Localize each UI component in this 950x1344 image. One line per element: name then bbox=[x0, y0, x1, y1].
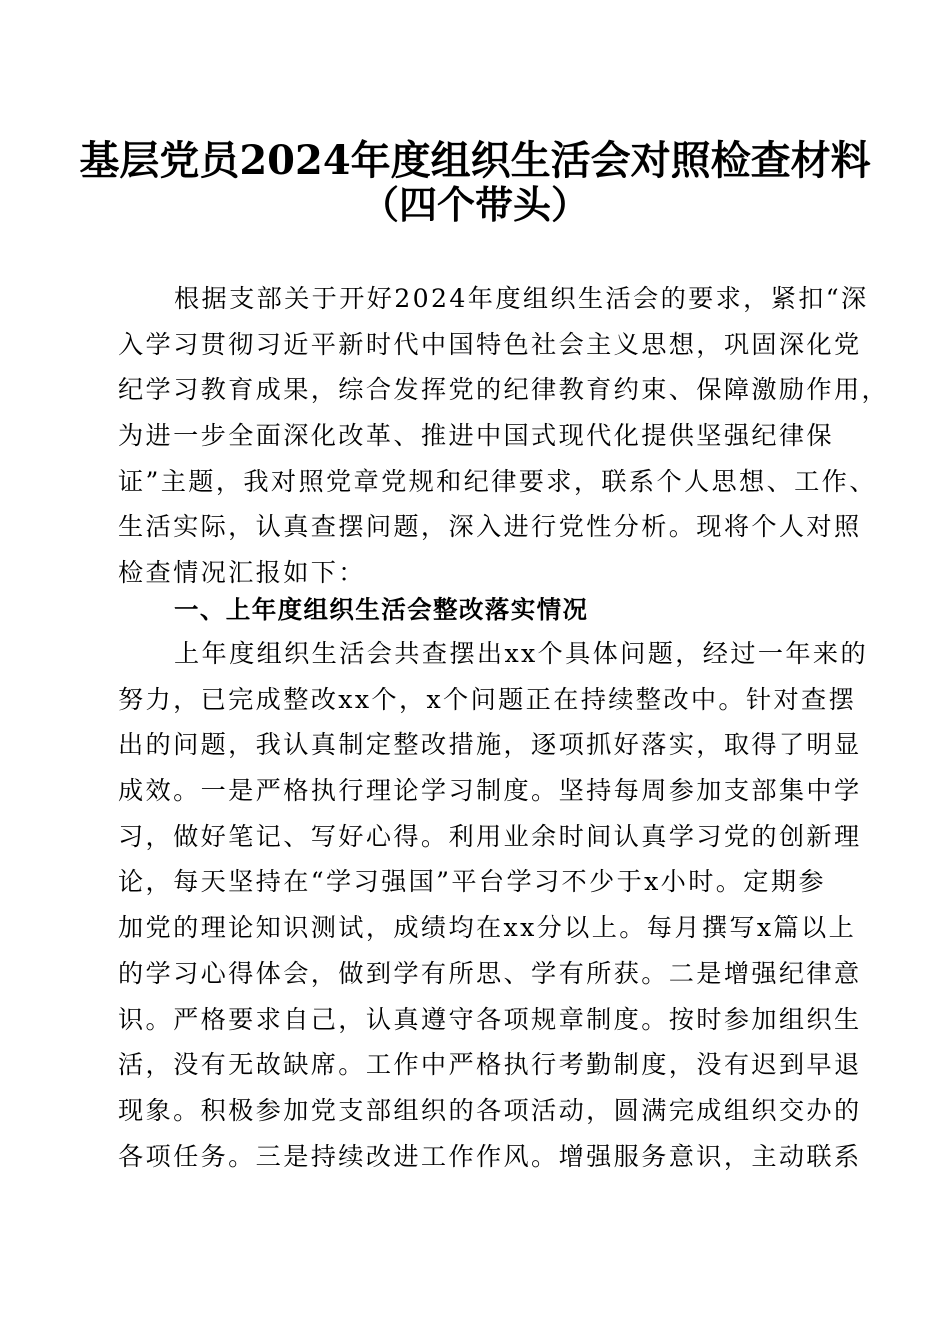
section-line: 各项任务。三是持续改进工作作风。增强服务意识，主动联系 bbox=[118, 1141, 862, 1171]
intro-line: 根据支部关于开好2024年度组织生活会的要求，紧扣“深 bbox=[174, 284, 869, 313]
intro-line: 入学习贯彻习近平新时代中国特色社会主义思想，巩固深化党 bbox=[118, 329, 862, 359]
intro-line: 为进一步全面深化改革、推进中国式现代化提供坚强纪律保 bbox=[118, 421, 834, 451]
intro-line: 生活实际，认真查摆问题，深入进行党性分析。现将个人对照 bbox=[118, 512, 862, 542]
section-line: 加党的理论知识测试，成绩均在xx分以上。每月撰写x篇以上 bbox=[118, 913, 857, 943]
document-title: 基层党员2024年度组织生活会对照检查材料 bbox=[79, 137, 871, 184]
intro-line: 检查情况汇报如下： bbox=[118, 558, 366, 588]
intro-line: 纪学习教育成果，综合发挥党的纪律教育约束、保障激励作用， bbox=[118, 375, 890, 405]
section-line: 论，每天坚持在“学习强国”平台学习不少于x小时。定期参 bbox=[118, 867, 826, 897]
section-line: 的学习心得体会，做到学有所思、学有所获。二是增强纪律意 bbox=[118, 958, 862, 988]
section-line: 出的问题，我认真制定整改措施，逐项抓好落实，取得了明显 bbox=[118, 730, 862, 760]
document-subtitle: （四个带头） bbox=[360, 182, 589, 227]
section-line: 识。严格要求自己，认真遵守各项规章制度。按时参加组织生 bbox=[118, 1004, 862, 1034]
section-line: 努力，已完成整改xx个，x个问题正在持续整改中。针对查摆 bbox=[118, 684, 857, 714]
section-line: 活，没有无故缺席。工作中严格执行考勤制度，没有迟到早退 bbox=[118, 1050, 862, 1080]
section-paragraph bbox=[118, 631, 869, 1179]
section-line: 成效。一是严格执行理论学习制度。坚持每周参加支部集中学 bbox=[118, 776, 862, 806]
section-heading: 一、上年度组织生活会整改落实情况 bbox=[174, 595, 589, 624]
section-line: 现象。积极参加党支部组织的各项活动，圆满完成组织交办的 bbox=[118, 1095, 862, 1125]
section-line: 习，做好笔记、写好心得。利用业余时间认真学习党的创新理 bbox=[118, 821, 862, 851]
intro-line: 证”主题，我对照党章党规和纪律要求，联系个人思想、工作、 bbox=[118, 466, 877, 496]
section-line: 上年度组织生活会共查摆出xx个具体问题，经过一年来的 bbox=[174, 639, 869, 668]
intro-paragraph bbox=[118, 276, 890, 596]
